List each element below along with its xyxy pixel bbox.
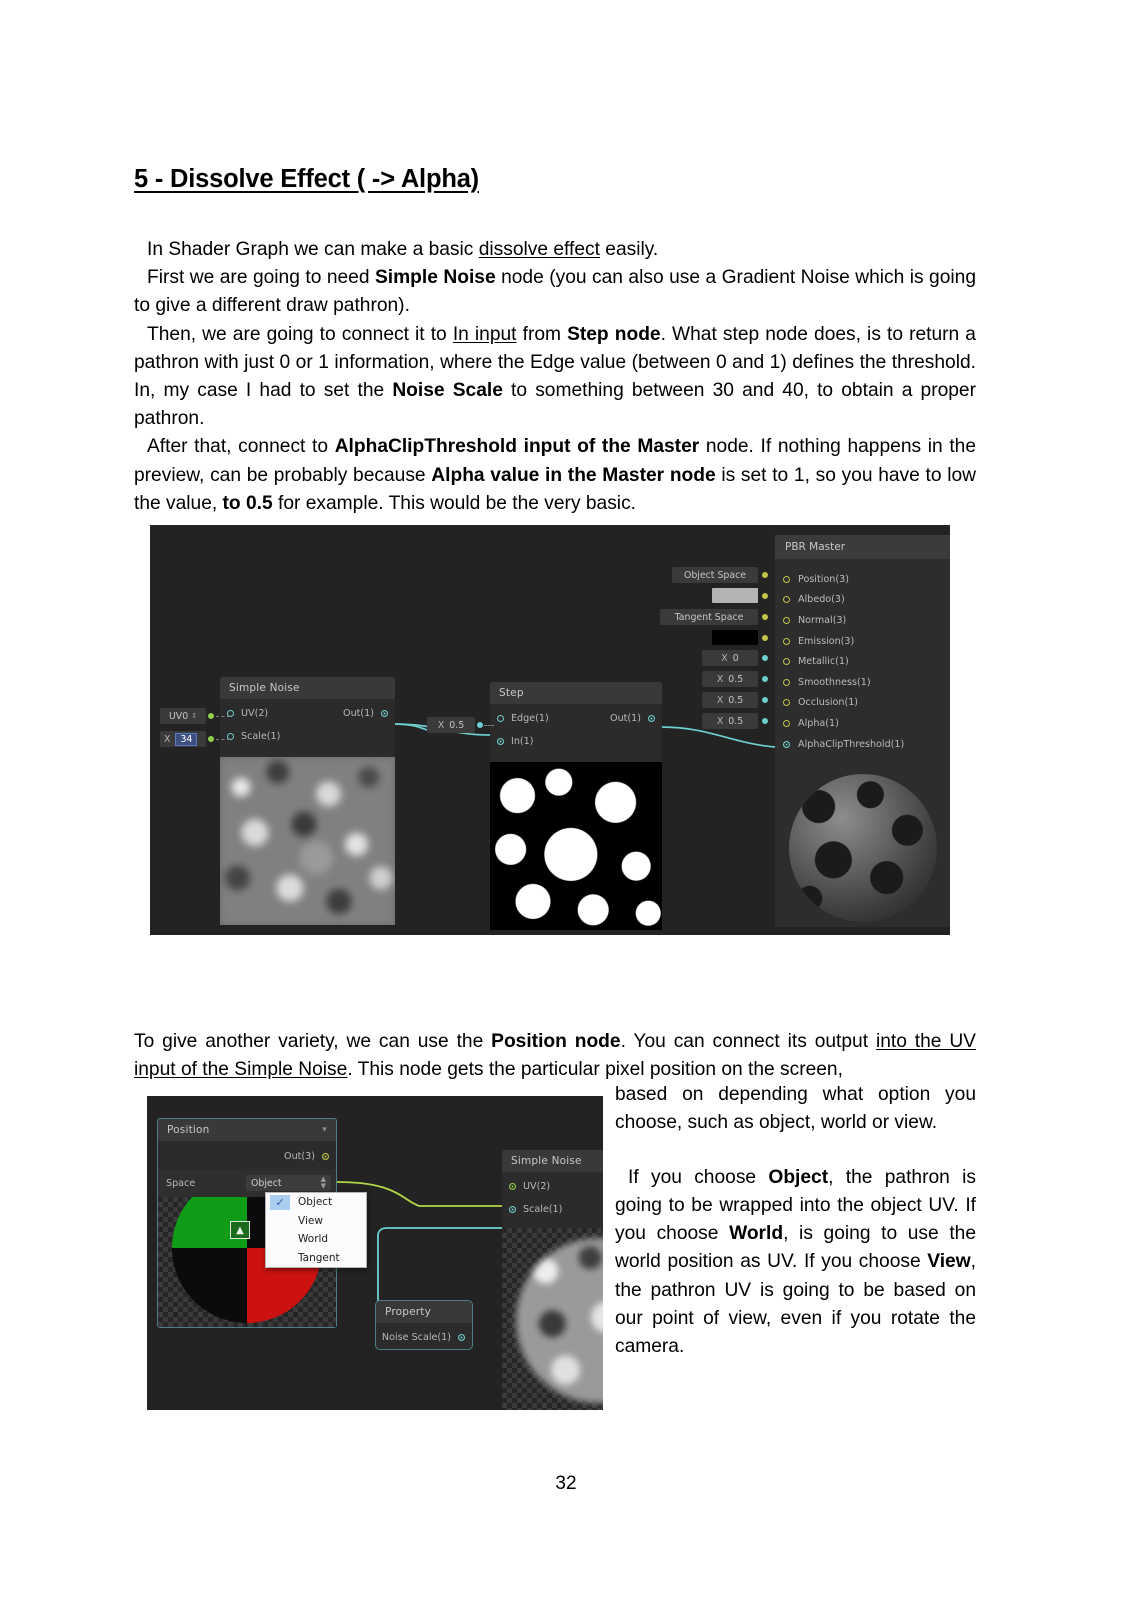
port-dot-in-icon	[497, 738, 504, 745]
pbr-port-alpha-icon	[783, 720, 790, 727]
dropdown-item-view[interactable]	[266, 1212, 366, 1231]
port-dot-noise-scale-icon	[458, 1334, 465, 1341]
checkmark-placeholder-world-icon	[270, 1232, 290, 1247]
p2-text-a: First we are going to need	[147, 267, 375, 289]
dropdown-item-world-label: World	[298, 1233, 329, 1246]
space-dropdown-value: Object	[251, 1177, 282, 1189]
p6-text-a: If you choose	[628, 1166, 769, 1188]
port-scale-2-label: Scale(1)	[523, 1204, 563, 1215]
dropdown-item-tangent[interactable]	[266, 1249, 366, 1268]
port-uv-2[interactable]	[502, 1176, 550, 1197]
node-simple-noise-2[interactable]	[502, 1150, 603, 1410]
pbr-value-normal[interactable]	[660, 609, 758, 625]
paragraph-5	[134, 1028, 976, 1085]
value-edge-field[interactable]	[427, 717, 475, 733]
p3-text-b: from	[516, 323, 568, 345]
slot-dot-pbr-albedo	[762, 593, 768, 599]
node-simple-noise[interactable]	[220, 677, 395, 925]
pbr-label-alphaclipthreshold: AlphaClipThreshold(1)	[798, 738, 905, 750]
pbr-value-smoothness[interactable]	[702, 671, 758, 687]
pbr-row-emission[interactable]	[775, 631, 950, 652]
pbr-port-smoothness-icon	[783, 679, 790, 686]
pbr-value-occlusion[interactable]	[702, 692, 758, 708]
p6-bold: Object	[768, 1166, 829, 1188]
pbr-value-normal-text: Tangent Space	[674, 611, 744, 623]
p5-text-a: To give another variety, we can use the	[134, 1031, 492, 1052]
pbr-value-albedo-swatch[interactable]	[712, 588, 758, 603]
paragraph-4	[134, 433, 976, 518]
pbr-row-occlusion[interactable]	[775, 693, 950, 714]
slot-dot-pbr-metallic	[762, 655, 768, 661]
paragraph-6	[615, 1164, 976, 1362]
pbr-value-position-text: Object Space	[683, 569, 747, 581]
pbr-label-smoothness: Smoothness(1)	[798, 676, 871, 688]
dropdown-item-world[interactable]	[266, 1230, 366, 1249]
port-out-position-label: Out(3)	[284, 1151, 315, 1162]
chevron-down-icon[interactable]: ▾	[322, 1125, 327, 1135]
p5-bold: Position node	[491, 1031, 621, 1052]
p1-text-b: easily.	[599, 239, 659, 260]
pbr-row-metallic[interactable]	[775, 651, 950, 672]
checkmark-placeholder-view-icon	[270, 1213, 290, 1228]
pbr-value-position[interactable]	[672, 567, 758, 583]
port-dot-scale-2-icon	[509, 1206, 516, 1213]
scale-prefix: X	[164, 733, 171, 745]
figure-shader-graph-dissolve	[150, 525, 950, 935]
p3-text-c: . What step node does, is to return a pathron with just 0 or 1 information, where the Edge value (between 0 and 1) defines the threshold. In, my case I had to set the	[134, 323, 976, 402]
pbr-value-metallic[interactable]	[702, 650, 758, 666]
dropdown-item-view-label: View	[298, 1214, 323, 1227]
node-property-body	[376, 1323, 472, 1349]
port-dot-out-position-icon	[322, 1153, 329, 1160]
port-out-simple-noise[interactable]	[343, 703, 395, 724]
dash-edge	[484, 725, 494, 726]
p6-text-d: , the pathron UV is going to be based on our point of view, even if you rotate the camera.	[615, 1251, 976, 1358]
pbr-port-alphaclipthreshold-icon	[783, 741, 790, 748]
space-dropdown-button[interactable]	[246, 1175, 331, 1191]
slot-dot-pbr-emission	[762, 635, 768, 641]
p5-underline: into the UV input of the Simple Noise	[134, 1031, 976, 1081]
expand-collapse-icon[interactable]: ▲	[230, 1221, 250, 1239]
pbr-port-albedo-icon	[783, 596, 790, 603]
edge-value-text: 0.5	[449, 719, 465, 731]
pbr-label-position: Position(3)	[798, 573, 849, 585]
port-edge-label: Edge(1)	[511, 713, 549, 724]
node-position-header	[158, 1119, 336, 1141]
pbr-value-smoothness-text: 0.5	[728, 673, 744, 685]
node-simple-noise-body	[220, 699, 395, 757]
p1-text-a: In Shader Graph we can make a basic	[147, 239, 479, 260]
port-out-position[interactable]	[284, 1146, 336, 1167]
pbr-metallic-prefix: X	[721, 652, 728, 664]
node-pbr-master-title: PBR Master	[775, 535, 950, 559]
port-out-label: Out(1)	[343, 708, 374, 719]
pbr-occlusion-prefix: X	[716, 694, 724, 706]
pbr-value-metallic-text: 0	[732, 652, 739, 664]
port-in-label: In(1)	[511, 736, 534, 747]
p1-underline: dissolve effect	[478, 239, 600, 260]
node-simple-noise-title: Simple Noise	[220, 677, 395, 699]
port-in[interactable]	[490, 731, 534, 752]
p5-column-text: based on depending what option you choose, such as object, world or view.	[615, 1084, 976, 1134]
pbr-port-occlusion-icon	[783, 699, 790, 706]
port-out-step[interactable]	[610, 708, 662, 729]
pbr-label-normal: Normal(3)	[798, 614, 847, 626]
value-uv0-selector[interactable]	[160, 708, 206, 724]
pbr-alpha-prefix: X	[716, 715, 724, 727]
p4-text-d: for example. This would be the very basic.	[272, 492, 636, 514]
slot-dot-pbr-smoothness	[762, 676, 768, 682]
pbr-smoothness-prefix: X	[716, 673, 724, 685]
checkmark-placeholder-tangent-icon	[270, 1250, 290, 1265]
p3-text-d: to something between 30 and 40, to obtain a proper pathron.	[134, 380, 976, 430]
node-position-title: Position	[167, 1124, 210, 1136]
dash-scale	[216, 739, 230, 740]
pbr-value-occlusion-text: 0.5	[728, 694, 744, 706]
paragraph-3	[134, 321, 976, 434]
pbr-port-position-icon	[783, 576, 790, 583]
slot-dot-pbr-normal	[762, 614, 768, 620]
space-label: Space	[166, 1178, 196, 1189]
pbr-label-emission: Emission(3)	[798, 635, 855, 647]
port-uv-2-label: UV(2)	[523, 1181, 551, 1192]
port-edge[interactable]	[490, 708, 549, 729]
port-uv-label: UV(2)	[241, 708, 269, 719]
pbr-row-alphaclipthreshold[interactable]	[775, 734, 950, 755]
p4-text-b: node. If nothing happens in the preview, can be probably because	[134, 436, 977, 486]
node-simple-noise-2-body	[502, 1172, 603, 1228]
updown-arrows-icon: ▲ ▼	[320, 1175, 326, 1190]
p3-bold: Step node	[567, 323, 661, 345]
figure-shader-graph-position	[147, 1096, 603, 1410]
port-dot-edge-icon	[497, 715, 504, 722]
pbr-label-occlusion: Occlusion(1)	[798, 697, 859, 709]
p6-bold-3: View	[927, 1251, 971, 1273]
value-uv0-text: UV0	[168, 710, 189, 722]
p4-text-c: is set to 1, so you have to low the value,	[134, 464, 976, 514]
port-out-noise-scale[interactable]	[382, 1327, 472, 1348]
p3-bold-2: Noise Scale	[392, 380, 503, 402]
node-step-title: Step	[490, 682, 662, 704]
node-simple-noise-preview	[220, 757, 395, 925]
dropdown-item-tangent-label: Tangent	[298, 1251, 340, 1264]
document-body	[134, 165, 976, 518]
pbr-port-normal-icon	[783, 617, 790, 624]
node-pbr-master[interactable]	[775, 535, 950, 927]
page-title: 5 - Dissolve Effect ( -> Alpha)	[134, 165, 479, 193]
pbr-port-emission-icon	[783, 638, 790, 645]
p2-text-b: node (you can also use a Gradient Noise which is going to give a different draw pathron).	[134, 267, 976, 317]
port-out-step-label: Out(1)	[610, 713, 641, 724]
space-dropdown-menu[interactable]	[265, 1192, 367, 1268]
p6-text-c: , is going to use the world position as UV. If you choose	[615, 1223, 976, 1273]
port-scale-label: Scale(1)	[241, 731, 281, 742]
port-uv[interactable]	[220, 703, 268, 724]
node-position-out-area	[158, 1141, 336, 1170]
paragraph-2	[134, 264, 976, 320]
node-step[interactable]	[490, 682, 662, 930]
pbr-label-albedo: Albedo(3)	[798, 594, 845, 606]
p5-text-c: . This node gets the particular pixel position on the screen,	[347, 1059, 843, 1081]
pbr-value-alpha[interactable]	[702, 713, 758, 729]
node-property-title: Property	[376, 1301, 472, 1323]
scale-value-text: 34	[175, 733, 197, 746]
node-simple-noise-2-title: Simple Noise	[502, 1150, 603, 1172]
slot-dot-uv	[208, 713, 214, 719]
pbr-row-albedo[interactable]	[775, 590, 950, 611]
port-out-noise-scale-label: Noise Scale(1)	[381, 1332, 451, 1343]
port-scale[interactable]	[220, 726, 280, 747]
port-dot-uv-2-icon	[509, 1183, 516, 1190]
p6-text-b: , the pathron is going to be wrapped into the object UV. If you choose	[615, 1166, 976, 1245]
page-number: 32	[555, 1473, 577, 1494]
node-step-body	[490, 704, 662, 762]
pbr-row-alpha[interactable]	[775, 713, 950, 734]
pbr-value-emission-swatch[interactable]	[712, 630, 758, 645]
p4-text-a: After that, connect to	[147, 436, 335, 458]
p6-bold-2: World	[729, 1223, 784, 1245]
slot-dot-pbr-occlusion	[762, 697, 768, 703]
node-step-preview	[490, 762, 662, 930]
p4-bold-3: to 0.5	[222, 492, 273, 514]
pbr-value-alpha-text: 0.5	[728, 715, 744, 727]
slot-dot-pbr-alpha	[762, 718, 768, 724]
p3-underline: In input	[452, 323, 517, 345]
node-simple-noise-2-preview	[502, 1228, 603, 1410]
paragraph-1	[134, 236, 976, 264]
slot-dot-pbr-position	[762, 572, 768, 578]
p3-text-a: Then, we are going to connect it to	[147, 323, 453, 345]
pbr-row-smoothness[interactable]	[775, 672, 950, 693]
dropdown-item-object-label: Object	[298, 1196, 333, 1209]
uv0-stepper-icon: ↕	[191, 712, 198, 720]
slot-dot-scale	[208, 736, 214, 742]
port-dot-out-step-icon	[648, 715, 655, 722]
port-scale-2[interactable]	[502, 1199, 562, 1220]
p4-bold-2: Alpha value in the Master node	[431, 464, 716, 486]
paragraph-5-continued-column	[615, 1081, 976, 1362]
p4-bold: AlphaClipThreshold input of the Master	[334, 436, 700, 458]
pbr-label-metallic: Metallic(1)	[798, 656, 849, 668]
checkmark-icon: ✓	[270, 1195, 290, 1210]
port-dot-out-icon	[381, 710, 388, 717]
node-property[interactable]	[375, 1300, 473, 1350]
p5-text-b: . You can connect its output	[620, 1031, 876, 1052]
dash-uv	[216, 716, 230, 717]
pbr-label-alpha: Alpha(1)	[798, 717, 839, 729]
pbr-row-position[interactable]	[775, 569, 950, 590]
edge-prefix: X	[437, 719, 445, 731]
value-scale-field[interactable]	[160, 731, 206, 747]
pbr-port-metallic-icon	[783, 658, 790, 665]
pbr-preview	[775, 760, 950, 927]
slot-dot-edge	[477, 722, 483, 728]
dropdown-item-object[interactable]	[266, 1193, 366, 1212]
pbr-row-normal[interactable]	[775, 610, 950, 631]
p2-bold: Simple Noise	[374, 267, 496, 289]
